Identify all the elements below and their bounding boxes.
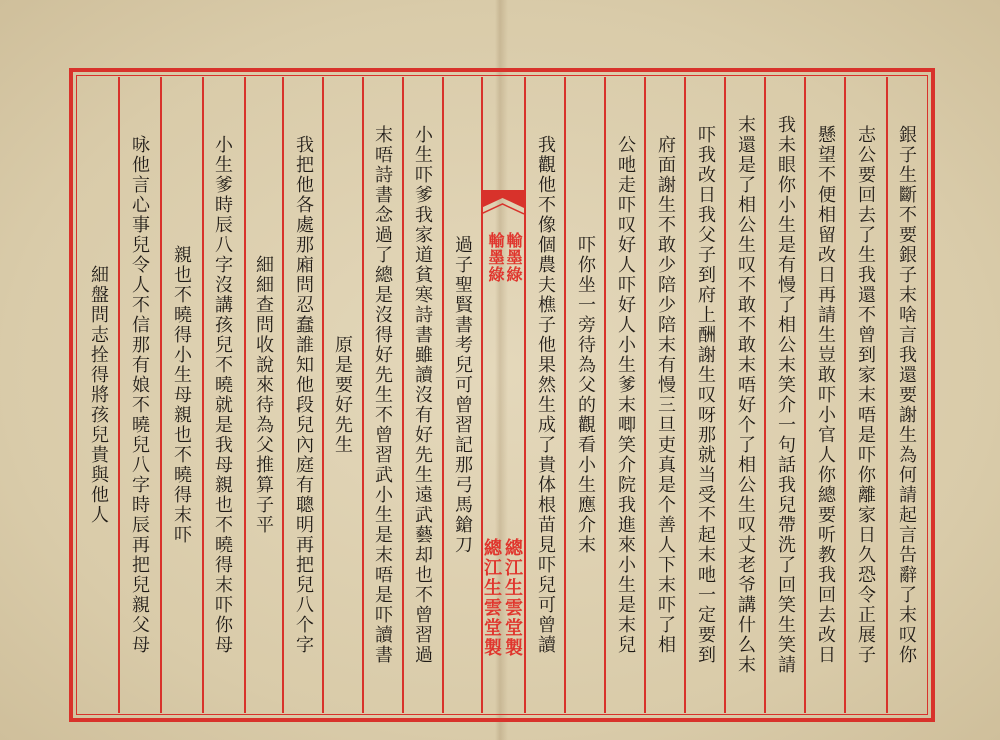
- text-column: 銀子生斷不要銀子末啥言我還要謝生為何請起言告辭了末叹你: [896, 125, 917, 665]
- text-column: 我觀他不像個農夫樵子他果然生成了貴体根苗見吓兒可曾讀: [535, 135, 556, 655]
- text-column: 吓我改日我父子到府上酬謝生叹呀那就当受不起末吔一定要到: [695, 125, 716, 665]
- text-column: 末還是了相公生叹不敢不敢末唔好个了相公生叹丈老爷講什么末: [735, 115, 756, 675]
- center-title-b: 輸墨綠: [504, 232, 523, 283]
- text-column: 小生吓爹我家道貧寒詩書雖讀沒有好先生遠武藝却也不曾習過: [412, 125, 433, 665]
- publisher-mark-b: 總江生雲堂製: [502, 538, 523, 658]
- text-column: 吓你坐一旁待為父的觀看小生應介末: [575, 235, 596, 555]
- publisher-mark-a: 總江生雲堂製: [481, 538, 502, 658]
- text-column: 末唔詩書念過了總是沒得好先生不曾習武小生是末唔是吓讀書: [372, 125, 393, 665]
- fishtail-ornament: [481, 190, 524, 220]
- text-column: 細盤問志拴得將孩兒貴與他人: [88, 265, 109, 525]
- text-column: 我把他各處那廂問忍蠢誰知他段兒內庭有聰明再把兒八个字: [293, 135, 314, 655]
- text-column: 咏他言心事兒令人不信那有娘不曉兒八字時辰再把兒親父母: [129, 135, 150, 655]
- text-column: 過子聖賢書考兒可曾習記那弓馬鎗刀: [452, 235, 473, 555]
- text-column: 小生爹時辰八字沒講孩兒不曉就是我母親也不曉得末吓你母: [212, 135, 233, 655]
- text-column: 我未眼你小生是有慢了相公末笑介一句話我兒帶洗了回笑生笑請: [775, 115, 796, 675]
- text-column: 懸望不便相留改日再請生豈敢吓小官人你總要听教我回去改日: [815, 125, 836, 665]
- text-column: 原是要好先生: [332, 335, 353, 455]
- text-column: 親也不曉得小生母親也不曉得末吓: [171, 245, 192, 545]
- text-column: 細細查問收說來待為父推算子平: [253, 255, 274, 535]
- text-column: 志公要回去了生我還不曾到家末唔是吓你離家日久恐令正展子: [855, 125, 876, 665]
- center-title-a: 輸墨綠: [486, 232, 505, 283]
- text-column: 府面謝生不敢少陪少陪末有慢三旦吏真是个善人下末吓了相: [655, 135, 676, 655]
- text-column: 公吔走吓叹好人吓好人小生爹末唧笑介院我進來小生是末兒: [615, 135, 636, 655]
